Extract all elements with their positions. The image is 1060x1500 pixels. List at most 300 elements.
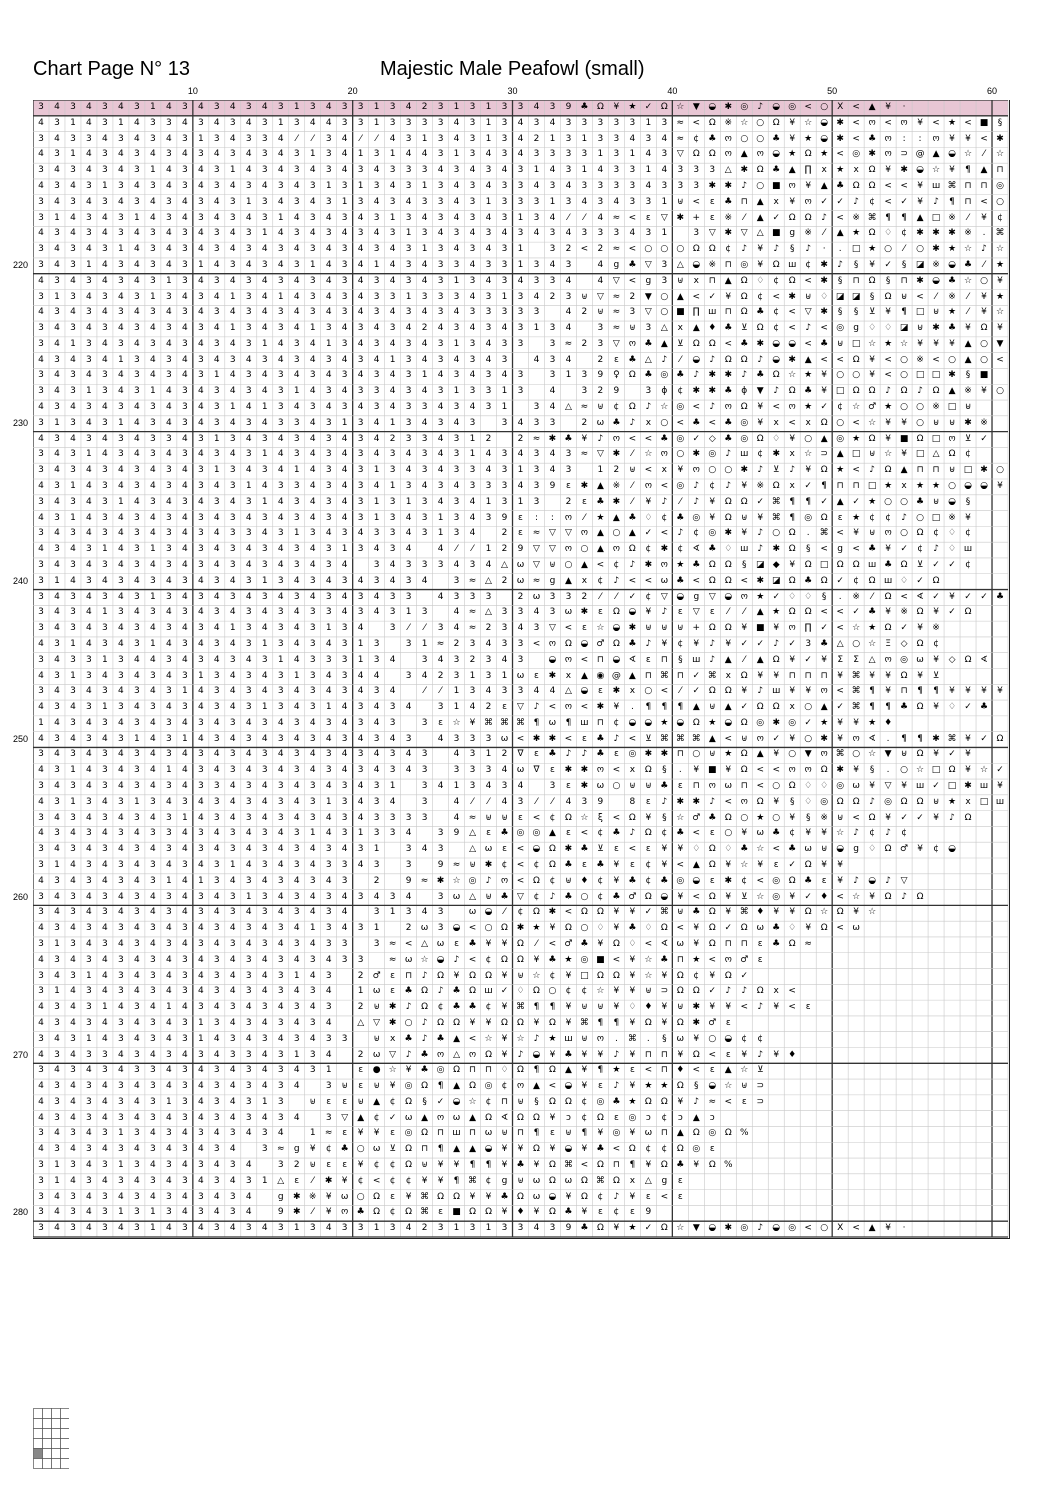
stitch-symbol: 3 [149,828,156,839]
stitch-symbol: < [724,1096,733,1107]
stitch-symbol: 1 [341,196,348,207]
stitch-symbol: < [644,1065,653,1076]
stitch-symbol: ☆ [660,402,669,413]
stitch-symbol: ¶ [677,702,684,713]
stitch-symbol: ♣ [756,370,765,381]
stitch-symbol [896,858,912,874]
stitch-symbol: ♣ [772,165,781,176]
stitch-symbol: ○ [804,702,813,713]
stitch-symbol: ⊎ [341,1081,348,1092]
stitch-symbol: 1 [309,323,316,334]
stitch-symbol [992,700,1008,716]
stitch-symbol: ɔ [645,1112,651,1123]
stitch-symbol: 3 [549,275,556,286]
stitch-symbol: 3 [357,465,364,476]
stitch-symbol: ♪ [805,244,812,255]
stitch-symbol: ω [436,938,445,949]
stitch-symbol: ♪ [661,354,668,365]
stitch-symbol: 4 [661,133,668,144]
stitch-symbol: ε [613,749,619,760]
stitch-symbol: 4 [134,244,140,255]
stitch-symbol: ⁄ [679,496,682,507]
stitch-symbol: ♣ [660,781,669,792]
stitch-symbol: ♪ [757,102,764,112]
stitch-symbol: ⊓ [692,781,700,792]
stitch-symbol: 3 [181,386,188,397]
stitch-symbol: 4 [357,670,364,681]
stitch-symbol: 3 [293,228,300,239]
stitch-symbol: 3 [86,1096,92,1107]
stitch-symbol: ш [995,796,1005,807]
stitch-symbol: 3 [86,1002,92,1013]
stitch-symbol: 4 [118,638,124,649]
stitch-symbol: ◒ [452,1096,461,1107]
stitch-symbol: < [468,1033,477,1044]
stitch-symbol: ო [564,702,572,713]
stitch-symbol: 4 [38,1112,44,1123]
stitch-symbol: 3 [277,702,284,713]
stitch-symbol [688,1174,704,1190]
stitch-symbol [784,1032,800,1048]
stitch-symbol: ▽ [517,891,524,902]
stitch-symbol: 1 [134,733,140,744]
stitch-symbol: 1 [261,638,268,649]
stitch-symbol: 2 [485,702,492,713]
stitch-symbol: ¥ [565,1017,572,1028]
stitch-symbol: 4 [341,702,348,713]
stitch-symbol: 3 [485,228,492,239]
stitch-symbol: ▲ [836,449,844,460]
stitch-symbol: 3 [118,307,124,318]
stitch-symbol [976,1126,992,1142]
stitch-symbol: ★ [948,117,957,128]
stitch-symbol: 3 [293,591,300,602]
stitch-symbol: ✱ [980,465,988,476]
stitch-symbol: 3 [102,291,108,302]
stitch-symbol: 3 [70,623,76,634]
stitch-symbol: 4 [197,496,204,507]
stitch-symbol: ⊎ [740,733,748,744]
stitch-symbol: 3 [325,717,332,728]
stitch-symbol: 4 [54,259,60,270]
stitch-symbol: 4 [389,244,396,255]
stitch-symbol: 4 [229,970,236,981]
stitch-symbol: 3 [325,149,332,160]
stitch-symbol: 4 [197,1175,204,1186]
stitch-symbol: ○ [580,891,589,902]
stitch-symbol [816,1032,832,1048]
stitch-symbol: < [804,1223,812,1234]
stitch-symbol [912,1126,928,1142]
stitch-symbol: 3 [134,291,140,302]
stitch-symbol: 1 [357,638,364,649]
stitch-symbol: ε [709,828,715,839]
stitch-symbol: ✱ [692,449,701,460]
stitch-symbol: 3 [165,291,172,302]
stitch-symbol: 3 [341,686,348,697]
stitch-symbol: 4 [118,891,124,902]
stitch-symbol: 3 [437,623,444,634]
stitch-symbol: 4 [309,717,316,728]
stitch-symbol [960,1016,976,1032]
stitch-symbol: ▽ [533,544,540,555]
stitch-symbol: 4 [165,1081,172,1092]
stitch-symbol: ▲ [628,528,636,539]
stitch-symbol: ¢ [661,512,668,523]
stitch-symbol: 2 [293,1160,300,1171]
stitch-symbol [864,1205,880,1221]
stitch-symbol: 3 [373,860,380,870]
stitch-symbol: △ [421,938,429,949]
stitch-symbol: Ω [708,923,716,934]
stitch-symbol [960,1158,976,1174]
stitch-symbol: x [565,670,572,681]
stitch-symbol: < [820,544,828,555]
stitch-symbol: 3 [86,875,92,886]
stitch-symbol: 1 [293,1049,300,1060]
stitch-symbol: ◎ [820,796,829,807]
stitch-symbol: 3 [86,954,92,965]
stitch-symbol: ✓ [692,670,701,681]
stitch-symbol: x [693,275,699,286]
stitch-symbol: ○ [772,528,781,539]
stitch-symbol: ▽ [389,1049,397,1060]
stitch-symbol [417,590,433,606]
stitch-symbol [832,1000,848,1016]
stitch-symbol: ε [502,702,507,713]
stitch-symbol: 4 [197,860,204,870]
stitch-symbol: ε [294,1175,300,1186]
stitch-symbol: 3 [277,733,284,744]
stitch-symbol: ★ [532,923,541,934]
stitch-symbol: 4 [421,149,428,160]
stitch-symbol: 3 [165,433,172,444]
stitch-symbol: ◎ [836,433,845,444]
stitch-symbol: 4 [181,749,188,760]
stitch-symbol: 4 [325,307,332,318]
stitch-symbol: 4 [341,591,348,602]
stitch-symbol: 3 [533,275,540,286]
stitch-symbol: 4 [38,923,44,934]
stitch-symbol: 4 [102,259,108,270]
stitch-symbol: 4 [565,323,572,334]
stitch-symbol: 4 [533,180,540,191]
stitch-symbol: 1 [118,244,124,255]
stitch-symbol: 4 [485,275,492,286]
stitch-symbol: ✓ [900,623,908,634]
stitch-symbol: ω [468,907,477,918]
stitch-symbol: ★ [868,244,877,255]
stitch-symbol: 3 [181,307,188,318]
stitch-symbol: x [853,165,859,176]
stitch-symbol: § [965,370,971,381]
stitch-symbol: 3 [565,165,572,176]
stitch-symbol: ⊎ [581,1033,588,1044]
grid-row [33,274,1008,290]
stitch-symbol: ¢ [789,828,796,839]
stitch-symbol: 4 [197,402,204,413]
stitch-symbol: 4 [309,938,316,949]
stitch-symbol: ¥ [613,907,620,918]
stitch-symbol: 3 [437,481,444,491]
stitch-symbol: 3 [501,149,508,160]
stitch-symbol: ω [372,986,381,997]
stitch-symbol: . [838,591,842,602]
stitch-symbol: 4 [197,102,204,112]
stitch-symbol: 4 [213,291,220,302]
stitch-symbol: 3 [149,670,156,681]
stitch-symbol: 4 [549,386,556,397]
stitch-symbol [624,384,640,400]
stitch-symbol: 3 [118,575,124,586]
stitch-symbol: 3 [517,686,524,697]
stitch-symbol [752,1142,768,1158]
stitch-symbol: 4 [149,1128,156,1139]
stitch-symbol [992,558,1008,574]
stitch-symbol [976,621,992,637]
stitch-symbol [944,905,960,921]
stitch-symbol: 3 [213,1112,220,1123]
stitch-symbol: 3 [309,1223,316,1234]
stitch-symbol: ¥ [741,528,748,539]
stitch-symbol: 3 [405,370,412,381]
stitch-symbol: 3 [149,970,156,981]
stitch-symbol: ※ [948,291,956,302]
stitch-symbol: ¥ [469,1017,476,1028]
stitch-symbol: Ω [916,528,924,539]
stitch-symbol: ⁄ [871,591,873,602]
stitch-symbol: 3 [389,591,396,602]
stitch-symbol: ☆ [484,1033,493,1044]
stitch-symbol [800,969,816,985]
stitch-symbol: ✱ [724,528,733,539]
stitch-symbol: 2 [533,133,540,144]
thumbnail-page-cell [43,1409,52,1419]
stitch-symbol: 3 [165,844,172,855]
stitch-symbol: Σ [837,654,843,665]
stitch-symbol: 3 [38,102,44,112]
stitch-symbol: 4 [102,1175,108,1186]
stitch-symbol [385,858,401,874]
stitch-symbol: ▲ [580,559,588,570]
stitch-symbol: 4 [229,1096,236,1107]
stitch-symbol: ♦ [788,1049,797,1060]
stitch-symbol: 4 [165,259,172,270]
stitch-symbol: 3 [373,307,380,318]
stitch-symbol: 3 [118,733,124,744]
stitch-symbol: 3 [325,417,332,428]
stitch-symbol: 4 [549,117,556,128]
stitch-symbol: ✱ [916,275,924,286]
stitch-symbol: 4 [54,133,60,144]
stitch-symbol: ◒ [868,875,877,886]
stitch-symbol: ⊎ [932,796,940,807]
stitch-symbol: 4 [197,1223,204,1234]
stitch-symbol: ✱ [580,765,589,776]
stitch-symbol: ≈ [388,954,397,965]
stitch-symbol: ¢ [933,844,939,855]
stitch-symbol: ≈ [468,812,477,823]
stitch-symbol: 3 [389,102,396,112]
stitch-symbol: 4 [245,259,252,270]
stitch-symbol: 3 [357,323,364,334]
stitch-symbol: ♪ [437,986,444,997]
stitch-symbol: < [676,860,685,870]
stitch-symbol: 4 [293,244,300,255]
stitch-symbol: 3 [54,1017,60,1028]
stitch-symbol: ¶ [533,1002,540,1013]
stitch-symbol: < [836,528,844,539]
stitch-symbol: 3 [341,307,348,318]
stitch-symbol: ш [564,1033,573,1044]
stitch-symbol: 4 [229,1081,236,1092]
stitch-symbol [816,937,832,953]
grid-row [33,669,1008,685]
stitch-symbol: 4 [181,907,188,918]
stitch-symbol: 3 [70,812,76,823]
stitch-symbol: 4 [86,1223,92,1234]
stitch-symbol: 3 [86,354,92,365]
stitch-symbol: ¥ [629,1128,636,1139]
stitch-symbol: 4 [245,749,252,760]
stitch-symbol: ¥ [437,1175,444,1186]
stitch-symbol: ♣ [740,338,749,349]
stitch-symbol: ¢ [933,638,939,649]
stitch-symbol: 3 [70,891,76,902]
stitch-symbol: ✱ [756,575,764,586]
stitch-symbol: Ω [884,291,892,302]
stitch-symbol: 3 [229,654,236,665]
stitch-symbol: ◎ [484,1081,493,1092]
stitch-symbol: 3 [245,323,252,334]
stitch-symbol: 3 [181,449,188,460]
stitch-symbol: ¶ [581,1128,588,1139]
stitch-symbol: 3 [405,907,412,918]
stitch-symbol: ☆ [724,1081,733,1092]
stitch-symbol: ∢ [500,1112,509,1123]
stitch-symbol: Ω [820,765,828,776]
stitch-symbol: ✱ [724,180,733,191]
stitch-symbol: ◒ [724,1033,733,1044]
stitch-symbol: 4 [245,465,252,476]
stitch-symbol: ■ [979,370,989,381]
stitch-symbol: 4 [229,686,236,697]
stitch-symbol [912,1000,928,1016]
stitch-symbol: 4 [437,654,444,665]
stitch-symbol: + [692,623,701,634]
stitch-symbol: 1 [165,1096,172,1107]
stitch-symbol: 4 [86,1191,92,1202]
stitch-symbol: 3 [213,228,220,239]
stitch-symbol: 3 [325,607,332,618]
stitch-symbol: 4 [197,923,204,934]
stitch-symbol: 3 [134,938,140,949]
stitch-symbol: △ [469,891,476,902]
stitch-symbol: ო [820,686,828,697]
stitch-symbol: 3 [421,496,428,507]
stitch-symbol: 3 [517,323,524,334]
stitch-symbol: 3 [213,781,220,792]
stitch-symbol: x [389,1033,396,1044]
stitch-symbol: ⊎ [549,559,556,570]
stitch-symbol: 4 [373,417,380,428]
stitch-symbol: ¥ [357,1128,364,1139]
stitch-symbol: ო [868,117,876,128]
stitch-symbol: ✓ [804,891,812,902]
stitch-symbol: § [662,1033,667,1044]
stitch-symbol: ◪ [835,291,845,302]
stitch-symbol: ¥ [789,686,796,697]
stitch-symbol: 3 [181,1081,188,1092]
stitch-symbol [816,984,832,1000]
stitch-symbol: Ω [724,496,732,507]
stitch-symbol: 3 [38,686,44,697]
stitch-symbol: ♂ [900,844,909,855]
stitch-symbol: 1 [517,244,524,255]
stitch-symbol: ✱ [628,623,637,634]
stitch-symbol: 4 [213,938,220,949]
stitch-symbol: 4 [293,307,300,318]
stitch-symbol [576,258,592,274]
stitch-symbol: ★ [868,717,877,728]
stitch-symbol: 3 [293,196,300,207]
stitch-symbol: x [789,449,795,460]
stitch-symbol: ω [852,923,860,934]
stitch-symbol [960,1079,976,1095]
stitch-symbol: 1 [325,338,332,349]
stitch-symbol: Ω [708,149,716,160]
stitch-symbol: 3 [70,323,76,334]
stitch-symbol: ♣ [948,323,957,334]
stitch-symbol: ⊓ [996,165,1004,176]
stitch-symbol: ɔ [677,1112,683,1123]
stitch-symbol [912,1158,928,1174]
stitch-symbol: ⁄ [679,354,682,365]
stitch-symbol: % [723,1160,733,1171]
stitch-symbol: 1 [325,702,332,713]
stitch-symbol: Ω [533,875,540,886]
stitch-symbol: Ω [756,323,764,334]
stitch-symbol [401,684,417,700]
grid-row [33,1205,1008,1221]
stitch-symbol: ◒ [772,1223,781,1234]
stitch-symbol: Ω [772,117,780,128]
stitch-symbol: 4 [197,449,204,460]
stitch-symbol: 3 [293,1002,300,1013]
stitch-symbol: ¥ [789,733,796,744]
stitch-symbol: 1 [549,133,556,144]
stitch-symbol: 4 [229,638,236,649]
stitch-symbol: ¢ [869,512,875,523]
stitch-symbol: 3 [437,844,444,855]
stitch-symbol: 3 [389,291,396,302]
stitch-symbol: ✓ [980,733,988,744]
stitch-symbol: 3 [373,907,380,918]
stitch-symbol: 4 [309,1033,316,1044]
stitch-symbol: ∢ [628,654,637,665]
stitch-symbol: 4 [341,386,348,397]
stitch-symbol: 4 [181,623,188,634]
stitch-symbol [992,368,1008,384]
grid-row [33,321,1008,337]
stitch-symbol: 4 [645,149,652,160]
stitch-symbol: □ [819,559,829,570]
stitch-symbol: 3 [38,623,44,634]
stitch-symbol: 1 [86,970,92,981]
stitch-symbol [912,1016,928,1032]
stitch-symbol: Ω [469,1207,476,1218]
stitch-symbol: ▽ [708,228,716,239]
